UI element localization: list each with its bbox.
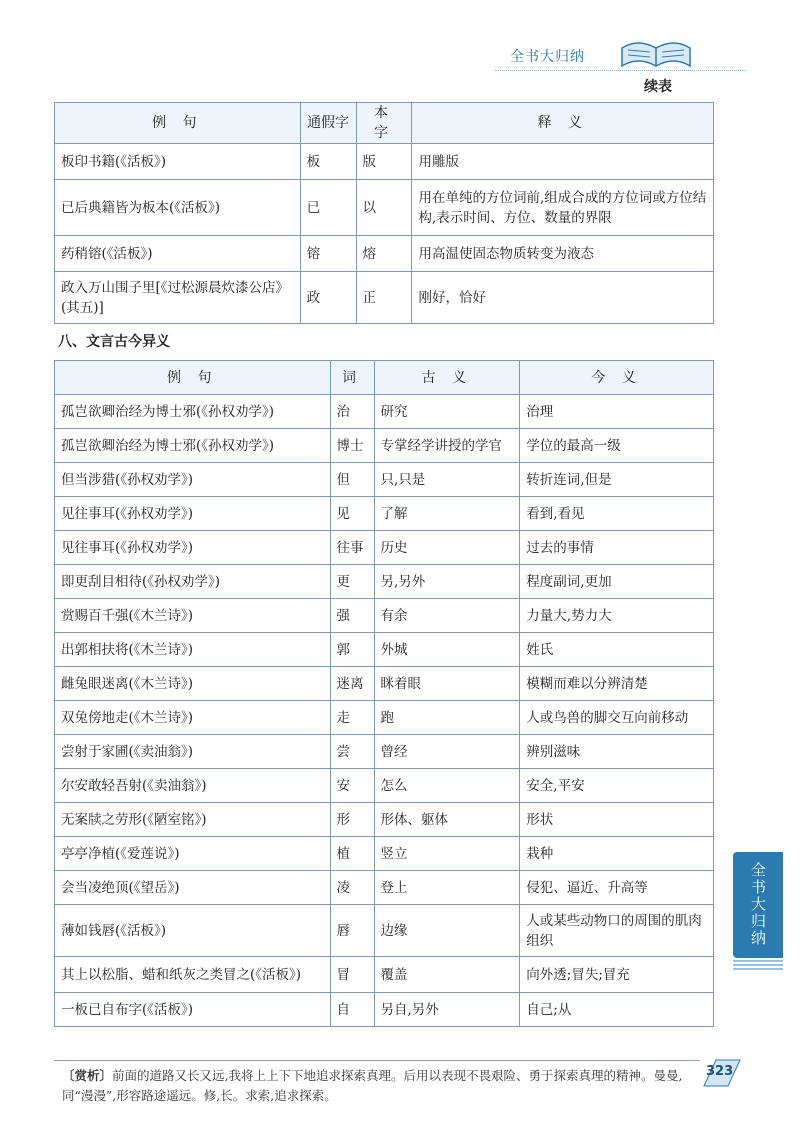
modern-meaning: 人或某些动物口的周围的肌肉组织 (520, 905, 714, 957)
table-row (55, 633, 714, 667)
column-header: 古 义 (374, 361, 520, 395)
table-header-row (55, 361, 714, 395)
tongjia-char: 政 (300, 272, 356, 324)
ancient-meaning: 眯着眼 (374, 667, 520, 701)
table-row (55, 957, 714, 993)
side-tab (733, 852, 783, 958)
word: 形 (330, 803, 374, 837)
modern-meaning: 向外透;冒失;冒充 (520, 957, 714, 993)
table-row (55, 993, 714, 1027)
page-header (500, 34, 800, 74)
table-row (55, 497, 714, 531)
word: 自 (330, 993, 374, 1027)
ancient-meaning: 历史 (374, 531, 520, 565)
table-row (55, 667, 714, 701)
column-header: 例 句 (55, 103, 301, 144)
meaning: 用在单纯的方位词前,组成合成的方位词或方位结构,表示时间、方位、数量的界限 (412, 180, 714, 236)
meaning: 用高温使固态物质转变为液态 (412, 236, 714, 272)
ancient-meaning: 另,另外 (374, 565, 520, 599)
example-sentence: 出郭相扶将(《木兰诗》) (55, 633, 331, 667)
ancient-meaning: 竖立 (374, 837, 520, 871)
example-sentence: 板印书籍(《活板》) (55, 144, 301, 180)
example-sentence: 会当凌绝顶(《望岳》) (55, 871, 331, 905)
modern-meaning: 过去的事情 (520, 531, 714, 565)
word: 郭 (330, 633, 374, 667)
modern-meaning: 安全,平安 (520, 769, 714, 803)
side-tab-label: 全书大归纳 (749, 862, 767, 947)
tongjia-char: 板 (300, 144, 356, 180)
table-row (55, 837, 714, 871)
word: 但 (330, 463, 374, 497)
example-sentence: 孤岂欲卿治经为博士邪(《孙权劝学》) (55, 429, 331, 463)
original-char: 版 (356, 144, 412, 180)
table-row (55, 803, 714, 837)
tongjia-char: 已 (300, 180, 356, 236)
table-row (55, 180, 714, 236)
table-row (55, 531, 714, 565)
word: 博士 (330, 429, 374, 463)
continued-label: 续表 (644, 79, 672, 95)
modern-meaning: 姓氏 (520, 633, 714, 667)
example-sentence: 无案牍之劳形(《陋室铭》) (55, 803, 331, 837)
original-char: 正 (356, 272, 412, 324)
modern-meaning: 侵犯、逼近、升高等 (520, 871, 714, 905)
ancient-meaning: 登上 (374, 871, 520, 905)
ancient-meaning: 有余 (374, 599, 520, 633)
column-header: 本 字 (356, 103, 412, 144)
example-sentence: 其上以松脂、蜡和纸灰之类冒之(《活板》) (55, 957, 331, 993)
table-header-row (55, 103, 714, 144)
header-label: 全书大归纳 (510, 49, 585, 65)
word: 凌 (330, 871, 374, 905)
ancient-meaning: 专掌经学讲授的学官 (374, 429, 520, 463)
modern-meaning: 学位的最高一级 (520, 429, 714, 463)
table-row (55, 599, 714, 633)
example-sentence: 即更刮目相待(《孙权劝学》) (55, 565, 331, 599)
section-title: 八、文言古今异义 (58, 334, 170, 350)
meaning: 刚好，恰好 (412, 272, 714, 324)
word: 治 (330, 395, 374, 429)
ancient-meaning: 形体、躯体 (374, 803, 520, 837)
footer-divider (54, 1060, 700, 1061)
example-sentence: 见往事耳(《孙权劝学》) (55, 531, 331, 565)
word: 冒 (330, 957, 374, 993)
modern-meaning: 力量大,势力大 (520, 599, 714, 633)
table-row (55, 565, 714, 599)
table-row (55, 429, 714, 463)
word: 迷离 (330, 667, 374, 701)
note-text: 前面的道路又长又远,我将上上下下地追求探索真理。后用以表现不畏艰险、勇于探索真理的精神。曼曼,同“漫漫”,形容路途遥远。修,长。求索,追求探索。 (62, 1068, 683, 1103)
example-sentence: 尔安敢轻吾射(《卖油翁》) (55, 769, 331, 803)
modern-meaning: 形状 (520, 803, 714, 837)
table-row (55, 905, 714, 957)
example-sentence: 双兔傍地走(《木兰诗》) (55, 701, 331, 735)
word: 往事 (330, 531, 374, 565)
column-header: 例 句 (55, 361, 331, 395)
original-char: 以 (356, 180, 412, 236)
example-sentence: 孤岂欲卿治经为博士邪(《孙权劝学》) (55, 395, 331, 429)
header-divider (495, 70, 745, 71)
example-sentence: 但当涉猎(《孙权劝学》) (55, 463, 331, 497)
tongjia-char: 镕 (300, 236, 356, 272)
ancient-meaning: 另自,另外 (374, 993, 520, 1027)
example-sentence: 赏赐百千强(《木兰诗》) (55, 599, 331, 633)
ancient-meaning: 外城 (374, 633, 520, 667)
word: 见 (330, 497, 374, 531)
modern-meaning: 程度副词,更加 (520, 565, 714, 599)
table-row (55, 272, 714, 324)
table-row (55, 236, 714, 272)
word: 走 (330, 701, 374, 735)
table-row (55, 769, 714, 803)
word: 强 (330, 599, 374, 633)
open-book-icon (618, 36, 694, 72)
modern-meaning: 人或鸟兽的脚交互向前移动 (520, 701, 714, 735)
example-sentence: 药稍镕(《活板》) (55, 236, 301, 272)
example-sentence: 薄如钱唇(《活板》) (55, 905, 331, 957)
table-row (55, 395, 714, 429)
word: 尝 (330, 735, 374, 769)
example-sentence: 已后典籍皆为板本(《活板》) (55, 180, 301, 236)
modern-meaning: 辨别滋味 (520, 735, 714, 769)
ancient-meaning: 了解 (374, 497, 520, 531)
word: 安 (330, 769, 374, 803)
modern-meaning: 自己;从 (520, 993, 714, 1027)
modern-meaning: 看到,看见 (520, 497, 714, 531)
example-sentence: 雌兔眼迷离(《木兰诗》) (55, 667, 331, 701)
example-sentence: 政入万山围子里[《过松源晨炊漆公店》(其五)] (55, 272, 301, 324)
ancient-meaning: 边缘 (374, 905, 520, 957)
tongjia-table (54, 102, 714, 324)
ancient-meaning: 研究 (374, 395, 520, 429)
example-sentence: 一板已自布字(《活板》) (55, 993, 331, 1027)
meaning: 用雕版 (412, 144, 714, 180)
example-sentence: 见往事耳(《孙权劝学》) (55, 497, 331, 531)
column-header: 词 (330, 361, 374, 395)
footer-note (62, 1066, 702, 1106)
ancient-meaning: 怎么 (374, 769, 520, 803)
table-row (55, 463, 714, 497)
word: 更 (330, 565, 374, 599)
gujin-yiyi-table (54, 360, 714, 1027)
original-char: 熔 (356, 236, 412, 272)
modern-meaning: 治理 (520, 395, 714, 429)
column-header: 今 义 (520, 361, 714, 395)
note-tag: 〔赏析〕 (62, 1068, 113, 1083)
modern-meaning: 转折连词,但是 (520, 463, 714, 497)
column-header: 通假字 (300, 103, 356, 144)
ancient-meaning: 曾经 (374, 735, 520, 769)
ancient-meaning: 跑 (374, 701, 520, 735)
word: 植 (330, 837, 374, 871)
word: 唇 (330, 905, 374, 957)
modern-meaning: 模糊而难以分辨清楚 (520, 667, 714, 701)
table-row (55, 144, 714, 180)
table-row (55, 871, 714, 905)
ancient-meaning: 只,只是 (374, 463, 520, 497)
column-header: 释 义 (412, 103, 714, 144)
table-row (55, 701, 714, 735)
side-tab-stripes (733, 958, 783, 970)
example-sentence: 亭亭净植(《爱莲说》) (55, 837, 331, 871)
table-row (55, 735, 714, 769)
page-number: 323 (706, 1064, 734, 1079)
modern-meaning: 栽种 (520, 837, 714, 871)
example-sentence: 尝射于家圃(《卖油翁》) (55, 735, 331, 769)
ancient-meaning: 覆盖 (374, 957, 520, 993)
